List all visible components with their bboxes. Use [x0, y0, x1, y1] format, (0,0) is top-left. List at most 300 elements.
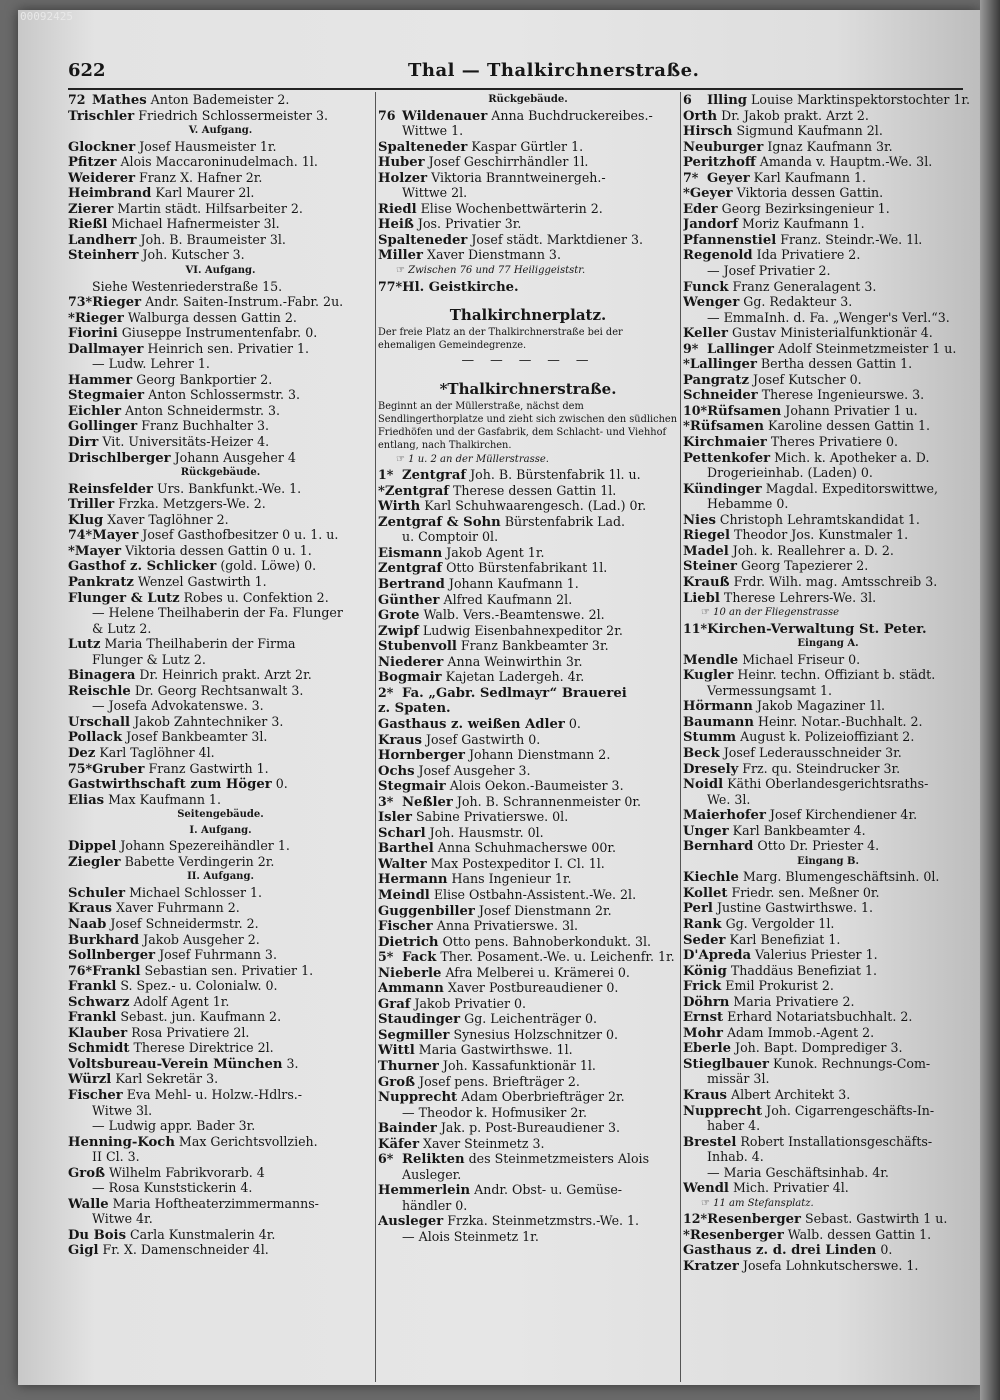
directory-entry [68, 792, 373, 808]
directory-entry [683, 201, 973, 217]
resident-name: Hermann [378, 872, 448, 888]
resident-details: Rosa Privatiere 2l. [131, 1024, 250, 1040]
resident-name: Gastwirthschaft zum Höger [68, 777, 272, 793]
resident-name: Seder [683, 932, 726, 948]
resident-name: Nieberle [378, 965, 442, 981]
resident-details: Adam Oberbriefträger 2r. [461, 1089, 625, 1105]
resident-name: Ammann [378, 981, 444, 997]
house-number: 1* [378, 467, 394, 483]
directory-entry [68, 590, 373, 606]
resident-details: Viktoria dessen Gattin. [736, 185, 884, 201]
resident-name: Kraus [68, 901, 112, 917]
resident-details: Carla Kunstmalerin 4r. [130, 1226, 276, 1242]
resident-details: Georg Tapezierer 2. [740, 558, 869, 574]
directory-entry [683, 1227, 973, 1243]
resident-name: Jandorf [683, 217, 739, 233]
continuation-line: haber 4. [707, 1118, 761, 1134]
resident-details: Frzka. Steinmetzmstrs.-We. 1. [447, 1213, 640, 1229]
resident-name: Fiorini [68, 326, 118, 342]
house-number: 9* [683, 340, 699, 356]
directory-entry [68, 854, 373, 870]
resident-name: Döhrn [683, 994, 730, 1010]
directory-entry [683, 652, 973, 668]
resident-name: Barthel [378, 841, 434, 857]
resident-name: Gasthof z. Schlicker [68, 559, 217, 575]
directory-entry [68, 310, 373, 326]
resident-name: Pangratz [683, 372, 749, 388]
resident-name: Huber [378, 155, 425, 171]
resident-name: Binagera [68, 668, 136, 684]
resident-name: Fischer [378, 919, 433, 935]
directory-entry [68, 667, 373, 683]
resident-details: Anna Weinwirthin 3r. [447, 653, 583, 669]
resident-name: D'Apreda [683, 948, 752, 964]
resident-name: Frankl [68, 979, 117, 995]
directory-entry [378, 108, 678, 124]
resident-name: Ausleger [378, 1214, 444, 1230]
directory-entry [683, 1258, 973, 1274]
directory-entry [378, 856, 678, 872]
directory-entry [68, 932, 373, 948]
resident-details: Therese Ingenieurswe. 3. [761, 387, 925, 403]
resident-name: Hemmerlein [378, 1183, 471, 1199]
resident-name: Krauß [683, 574, 730, 590]
directory-entry [378, 514, 678, 530]
resident-name: Pollack [68, 730, 123, 746]
directory-entry [68, 1227, 373, 1243]
house-number: 6* [378, 1151, 394, 1167]
resident-name: Zentgraf [378, 561, 443, 577]
continuation-line: II Cl. 3. [92, 1149, 140, 1165]
directory-entry [378, 1011, 678, 1027]
resident-details: 3. [286, 1055, 299, 1071]
street-heading: Thalkirchnerplatz. [449, 306, 607, 325]
resident-details: Kunok. Rechnungs-Com- [772, 1055, 931, 1071]
directory-entry [378, 1120, 678, 1136]
directory-entry [68, 558, 373, 574]
resident-name: Groß [68, 1165, 106, 1181]
directory-entry [68, 247, 373, 263]
resident-details: Michael Friseur 0. [742, 651, 861, 667]
house-number: 3* [378, 793, 394, 809]
resident-details: Babette Verdingerin 2r. [124, 853, 275, 869]
resident-name: Henning-Koch [68, 1134, 175, 1150]
header-rule [68, 88, 963, 90]
resident-details: Vit. Universitäts-Heizer 4. [102, 434, 270, 450]
resident-details: Max Postexpeditor I. Cl. 1l. [430, 855, 605, 871]
resident-details: Heinrich sen. Privatier 1. [147, 340, 310, 356]
resident-details: Jakob Privatier 0. [414, 995, 527, 1011]
resident-details: Adolf Agent 1r. [133, 993, 230, 1009]
resident-details: Jakob Agent 1r. [446, 544, 545, 560]
section-label: Eingang A. [797, 638, 859, 650]
resident-details: Synesius Holzschnitzer 0. [453, 1026, 619, 1042]
street-heading: *Thalkirchnerstraße. [439, 379, 617, 398]
directory-entry [378, 607, 678, 623]
resident-details: Maria Gastwirthswe. 1l. [418, 1042, 573, 1058]
directory-entry [378, 1182, 678, 1198]
directory-entry [683, 512, 973, 528]
resident-name: Stegmair [378, 779, 446, 795]
directory-entry [378, 732, 678, 748]
resident-details: Louise Marktinspektorstochter 1r. [751, 92, 971, 107]
resident-name: Beck [683, 745, 720, 761]
directory-entry [683, 900, 973, 916]
resident-details: Frz. qu. Steindrucker 3r. [742, 760, 901, 776]
directory-entry [378, 778, 678, 794]
resident-name: Reischle [68, 683, 131, 699]
resident-name: Ziegler [68, 854, 121, 870]
resident-name: Segmiller [378, 1027, 450, 1043]
resident-name: *Resenberger [683, 1227, 784, 1243]
resident-details: Sabine Privatierswe. 0l. [415, 809, 569, 825]
resident-name: Perl [683, 901, 713, 917]
resident-name: Pfitzer [68, 155, 117, 171]
directory-entry [683, 543, 973, 559]
directory-entry [68, 294, 373, 310]
directory-entry [683, 1009, 973, 1025]
resident-name: Nupprecht [378, 1090, 458, 1106]
continuation-line: Drogerieinhab. (Laden) 0. [707, 465, 873, 481]
page-number: 622 [68, 60, 106, 81]
resident-details: Valerius Priester 1. [755, 947, 878, 963]
resident-details: Amanda v. Hauptm.-We. 3l. [759, 154, 933, 170]
section-label: Rückgebäude. [488, 94, 568, 105]
resident-details: August k. Polizeioffiziant 2. [740, 729, 915, 745]
resident-details: Franz Gastwirth 1. [148, 760, 269, 776]
resident-details: Karl Schuhwaarengesch. (Lad.) 0r. [424, 498, 647, 514]
resident-name: Kratzer [683, 1259, 739, 1274]
directory-entry [68, 994, 373, 1010]
directory-entry [68, 232, 373, 248]
resident-name: Klug [68, 512, 104, 528]
column-3 [683, 92, 973, 1274]
separator: — — — — — [461, 352, 595, 368]
resident-details: Joh. Kutscher 3. [142, 247, 245, 263]
resident-name: Voltsbureau-Verein München [68, 1056, 283, 1072]
resident-details: Karl Taglöhner 4l. [99, 744, 215, 760]
resident-name: Glockner [68, 139, 136, 155]
resident-details: Therese dessen Gattin 1l. [453, 482, 617, 498]
continuation-line: Inhab. 4. [707, 1149, 764, 1165]
cross-street-reference: ☞ Zwischen 76 und 77 Heiliggeiststr. [378, 263, 678, 279]
resident-details: Anna Schuhmacherswe 00r. [437, 840, 617, 856]
resident-details: Friedr. sen. Meßner 0r. [731, 884, 880, 900]
resident-name: Wildenauer [402, 108, 488, 124]
resident-name: Ochs [378, 763, 415, 779]
resident-details: Georg Bezirksingenieur 1. [721, 200, 890, 216]
resident-name: Relikten [402, 1152, 465, 1168]
directory-entry [68, 978, 373, 994]
continuation-line: missär 3l. [707, 1071, 770, 1087]
resident-name: Gasthaus z. d. drei Linden [683, 1243, 877, 1259]
resident-details: Johann Dienstmann 2. [468, 747, 611, 763]
resident-name: Walle [68, 1196, 109, 1212]
resident-name: Schneider [683, 388, 758, 404]
resident-details: Alfred Kaufmann 2l. [443, 591, 573, 607]
resident-details: Alois Oekon.-Baumeister 3. [449, 778, 624, 794]
directory-entry [378, 560, 678, 576]
directory-entry [68, 1056, 373, 1072]
directory-entry [683, 294, 973, 310]
resident-name: Weiderer [68, 170, 136, 186]
directory-entry [683, 1211, 973, 1227]
directory-entry [378, 592, 678, 608]
directory-entry [683, 1242, 973, 1258]
resident-name: Rüfsamen [707, 403, 782, 419]
resident-details: Ludwig Eisenbahnexpeditor 2r. [422, 622, 623, 638]
directory-entry [378, 794, 678, 810]
house-number: 76* [68, 962, 93, 978]
resident-name: Sollnberger [68, 948, 156, 964]
resident-name: Wendl [683, 1181, 729, 1197]
resident-details: Karoline dessen Gattin 1. [768, 418, 931, 434]
resident-name: Günther [378, 592, 440, 608]
cross-street-reference: ☞ 10 an der Fliegenstrasse [683, 605, 973, 621]
directory-entry [378, 498, 678, 514]
resident-name: Gigl [68, 1243, 99, 1259]
resident-details: Jak. p. Post-Bureaudiener 3. [440, 1120, 621, 1136]
resident-details: Max Kaufmann 1. [108, 791, 221, 807]
resident-name: Du Bois [68, 1227, 126, 1243]
continuation-line: Flunger & Lutz 2. [92, 651, 206, 667]
directory-entry [68, 636, 373, 652]
resident-details: Joh. Cigarrengeschäfts-In- [766, 1102, 935, 1118]
resident-details: Hans Ingenieur 1r. [451, 871, 572, 887]
directory-entry [683, 1134, 973, 1150]
directory-entry [378, 965, 678, 981]
resident-details: Sigmund Kaufmann 2l. [736, 123, 883, 139]
directory-entry [378, 1089, 678, 1105]
house-number: 10* [683, 402, 708, 418]
resident-details: Georg Bankportier 2. [136, 371, 273, 387]
directory-entry [68, 947, 373, 963]
column-1 [68, 92, 373, 1258]
house-number: 72 [68, 92, 86, 107]
resident-name: Elias [68, 792, 105, 808]
resident-name: Meindl [378, 887, 430, 903]
resident-name: Lutz [68, 637, 101, 653]
resident-details: Xaver Steinmetz 3. [423, 1135, 545, 1151]
directory-entry [683, 170, 973, 186]
resident-name: Dallmayer [68, 341, 144, 357]
directory-entry [683, 403, 973, 419]
resident-details: Adam Immob.-Agent 2. [726, 1024, 875, 1040]
directory-entry [683, 932, 973, 948]
resident-details: Erhard Notariatsbuchhalt. 2. [727, 1009, 913, 1025]
directory-entry [378, 1151, 678, 1167]
continuation-line: — Alois Steinmetz 1r. [402, 1229, 539, 1244]
resident-name: Geyer [707, 170, 750, 186]
resident-name: Kiechle [683, 870, 739, 886]
directory-entry [683, 869, 973, 885]
directory-entry [683, 714, 973, 730]
continuation-line: — Josefa Advokatenswe. 3. [92, 698, 264, 714]
resident-details: Wenzel Gastwirth 1. [137, 573, 267, 589]
directory-entry [683, 667, 973, 683]
resident-details: 0. [880, 1242, 893, 1258]
resident-details: Gg. Vergolder 1l. [725, 915, 835, 931]
directory-entry [378, 825, 678, 841]
directory-entry [68, 1196, 373, 1212]
resident-name: Madel [683, 543, 729, 559]
resident-name: Riedl [378, 201, 417, 217]
resident-name: Thurner [378, 1058, 439, 1074]
directory-entry [68, 900, 373, 916]
directory-entry [683, 558, 973, 574]
resident-details: Friedrich Schlossermeister 3. [138, 107, 328, 123]
resident-details: Johann Privatier 1 u. [785, 402, 918, 418]
directory-entry [68, 387, 373, 403]
directory-entry [683, 108, 973, 124]
directory-entry [378, 576, 678, 592]
resident-name: Kraus [683, 1088, 727, 1103]
resident-details: Michael Schlosser 1. [129, 884, 262, 900]
resident-details: Joh. B. Schrannenmeister 0r. [456, 793, 642, 809]
resident-details: Josef Schneidermstr. 2. [110, 915, 259, 931]
directory-entry [683, 729, 973, 745]
resident-details: Moriz Kaufmann 1. [742, 216, 865, 232]
resident-details: Franz Generalagent 3. [732, 278, 877, 294]
resident-details: Anton Schneidermstr. 3. [125, 402, 281, 418]
house-number: 73* [68, 294, 93, 310]
directory-entry [68, 325, 373, 341]
directory-entry [68, 527, 373, 543]
directory-entry [68, 776, 373, 792]
resident-name: Noidl [683, 777, 724, 793]
resident-name: Niederer [378, 654, 444, 670]
section-label: I. Aufgang. [189, 824, 252, 836]
directory-entry [683, 574, 973, 590]
resident-name: Lallinger [707, 341, 774, 357]
resident-name: Reinsfelder [68, 481, 154, 497]
directory-entry [68, 1087, 373, 1103]
resident-details: Gg. Leichenträger 0. [464, 1011, 597, 1027]
resident-name: Funck [683, 279, 729, 295]
resident-name: Stubenvoll [378, 639, 457, 655]
resident-details: Jos. Privatier 3r. [417, 216, 522, 232]
resident-details: Maria Theilhaberin der Firma [104, 636, 296, 652]
resident-name: Gollinger [68, 419, 138, 435]
resident-details: Heinr. techn. Offiziant b. städt. [737, 667, 936, 683]
resident-name: Kündinger [683, 481, 762, 497]
resident-name: Peritzhoff [683, 155, 756, 171]
resident-details: Xaver Postbureaudiener 0. [447, 980, 619, 996]
resident-name: Klauber [68, 1025, 128, 1041]
continuation-line: Wittwe 2l. [402, 185, 468, 201]
resident-details: Alois Maccaroninudelmach. 1l. [120, 154, 318, 170]
directory-entry [683, 356, 973, 372]
directory-entry [378, 700, 678, 716]
directory-entry [378, 654, 678, 670]
house-number: 77* [378, 278, 403, 294]
resident-details: Frdr. Wilh. mag. Amtsschreib 3. [733, 573, 938, 589]
directory-entry [68, 745, 373, 761]
resident-details: Anton Bademeister 2. [150, 92, 290, 107]
section-label: Seitengebäude. [177, 809, 264, 821]
resident-details: Maria Hoftheaterzimmermanns- [112, 1195, 319, 1211]
resident-details: Johann Spezereihändler 1. [120, 838, 290, 854]
resident-name: Kirchmaier [683, 435, 767, 451]
resident-details: Eva Mehl- u. Holzw.-Hdlrs.- [126, 1087, 303, 1102]
resident-name: Steiner [683, 559, 737, 575]
resident-details: Josefa Lohnkutscherswe. 1. [742, 1258, 919, 1274]
resident-name: Gasthaus z. weißen Adler [378, 716, 565, 732]
directory-entry [378, 170, 678, 186]
resident-name: Dez [68, 745, 96, 761]
resident-name: Heimbrand [68, 186, 152, 202]
resident-details: Karl Benefiziat 1. [729, 931, 841, 947]
continuation-line: Wittwe 1. [402, 123, 464, 139]
resident-name: Kugler [683, 668, 734, 684]
directory-entry [68, 512, 373, 528]
directory-entry [68, 1009, 373, 1025]
continuation-line: — Ludwig appr. Bader 3r. [92, 1118, 256, 1134]
directory-entry [683, 154, 973, 170]
resident-details: Franz Bankbeamter 3r. [460, 638, 609, 654]
directory-entry [68, 372, 373, 388]
book-edge [980, 0, 1000, 1400]
resident-details: Käthi Oberlandesgerichtsraths- [727, 776, 929, 792]
house-number: 6 [683, 92, 692, 107]
resident-details: Josef Kirchendiener 4r. [769, 807, 918, 823]
resident-details: Theres Privatiere 0. [770, 434, 898, 450]
resident-details: Kajetan Ladergeh. 4r. [445, 669, 585, 685]
directory-entry [68, 403, 373, 419]
directory-entry [683, 761, 973, 777]
directory-entry [378, 279, 678, 295]
resident-details: Martin städt. Hilfsarbeiter 2. [117, 200, 303, 216]
directory-entry [683, 341, 973, 357]
resident-details: Josef Geschirrhändler 1l. [428, 154, 589, 170]
resident-details: Johann Ausgeher 4 [174, 449, 296, 465]
resident-details: Gg. Redakteur 3. [743, 294, 853, 310]
resident-details: Anton Schlossermstr. 3. [148, 387, 300, 403]
directory-entry [68, 543, 373, 559]
resident-details: Karl Bankbeamter 4. [732, 822, 866, 838]
directory-entry [683, 450, 973, 466]
directory-entry [683, 216, 973, 232]
section-label: II. Aufgang. [187, 871, 254, 883]
resident-details: Dr. Jakob prakt. Arzt 2. [721, 107, 869, 123]
resident-details: Franz X. Hafner 2r. [139, 169, 263, 185]
directory-entry [683, 745, 973, 761]
continuation-line: u. Comptoir 0l. [402, 529, 499, 545]
resident-name: Staudinger [378, 1012, 461, 1028]
resident-name: Eder [683, 201, 718, 217]
directory-page [18, 10, 980, 1385]
cross-street-reference: ☞ 11 am Stefansplatz. [683, 1196, 973, 1212]
house-number: 12* [683, 1211, 708, 1227]
street-description: Der freie Platz an der Thalkirchnerstraße bei der ehemaligen Gemeindegrenze. [378, 327, 623, 352]
directory-entry [378, 232, 678, 248]
resident-name: *Geyer [683, 186, 733, 202]
resident-details: Ida Privatiere 2. [756, 247, 861, 263]
continuation-line: — Ludw. Lehrer 1. [92, 356, 210, 372]
continuation-line: Vermessungsamt 1. [707, 682, 833, 698]
resident-name: Bertrand [378, 577, 445, 593]
directory-entry [683, 916, 973, 932]
resident-details: Andr. Saiten-Instrum.-Fabr. 2u. [145, 294, 344, 310]
resident-name: Riegel [683, 528, 730, 544]
resident-name: Kraus [378, 732, 422, 748]
directory-entry [683, 776, 973, 792]
directory-entry [68, 108, 373, 124]
resident-name: Rank [683, 916, 722, 932]
directory-entry [683, 372, 973, 388]
resident-name: Dirr [68, 435, 99, 451]
resident-details: Otto Bürstenfabrikant 1l. [446, 560, 608, 576]
